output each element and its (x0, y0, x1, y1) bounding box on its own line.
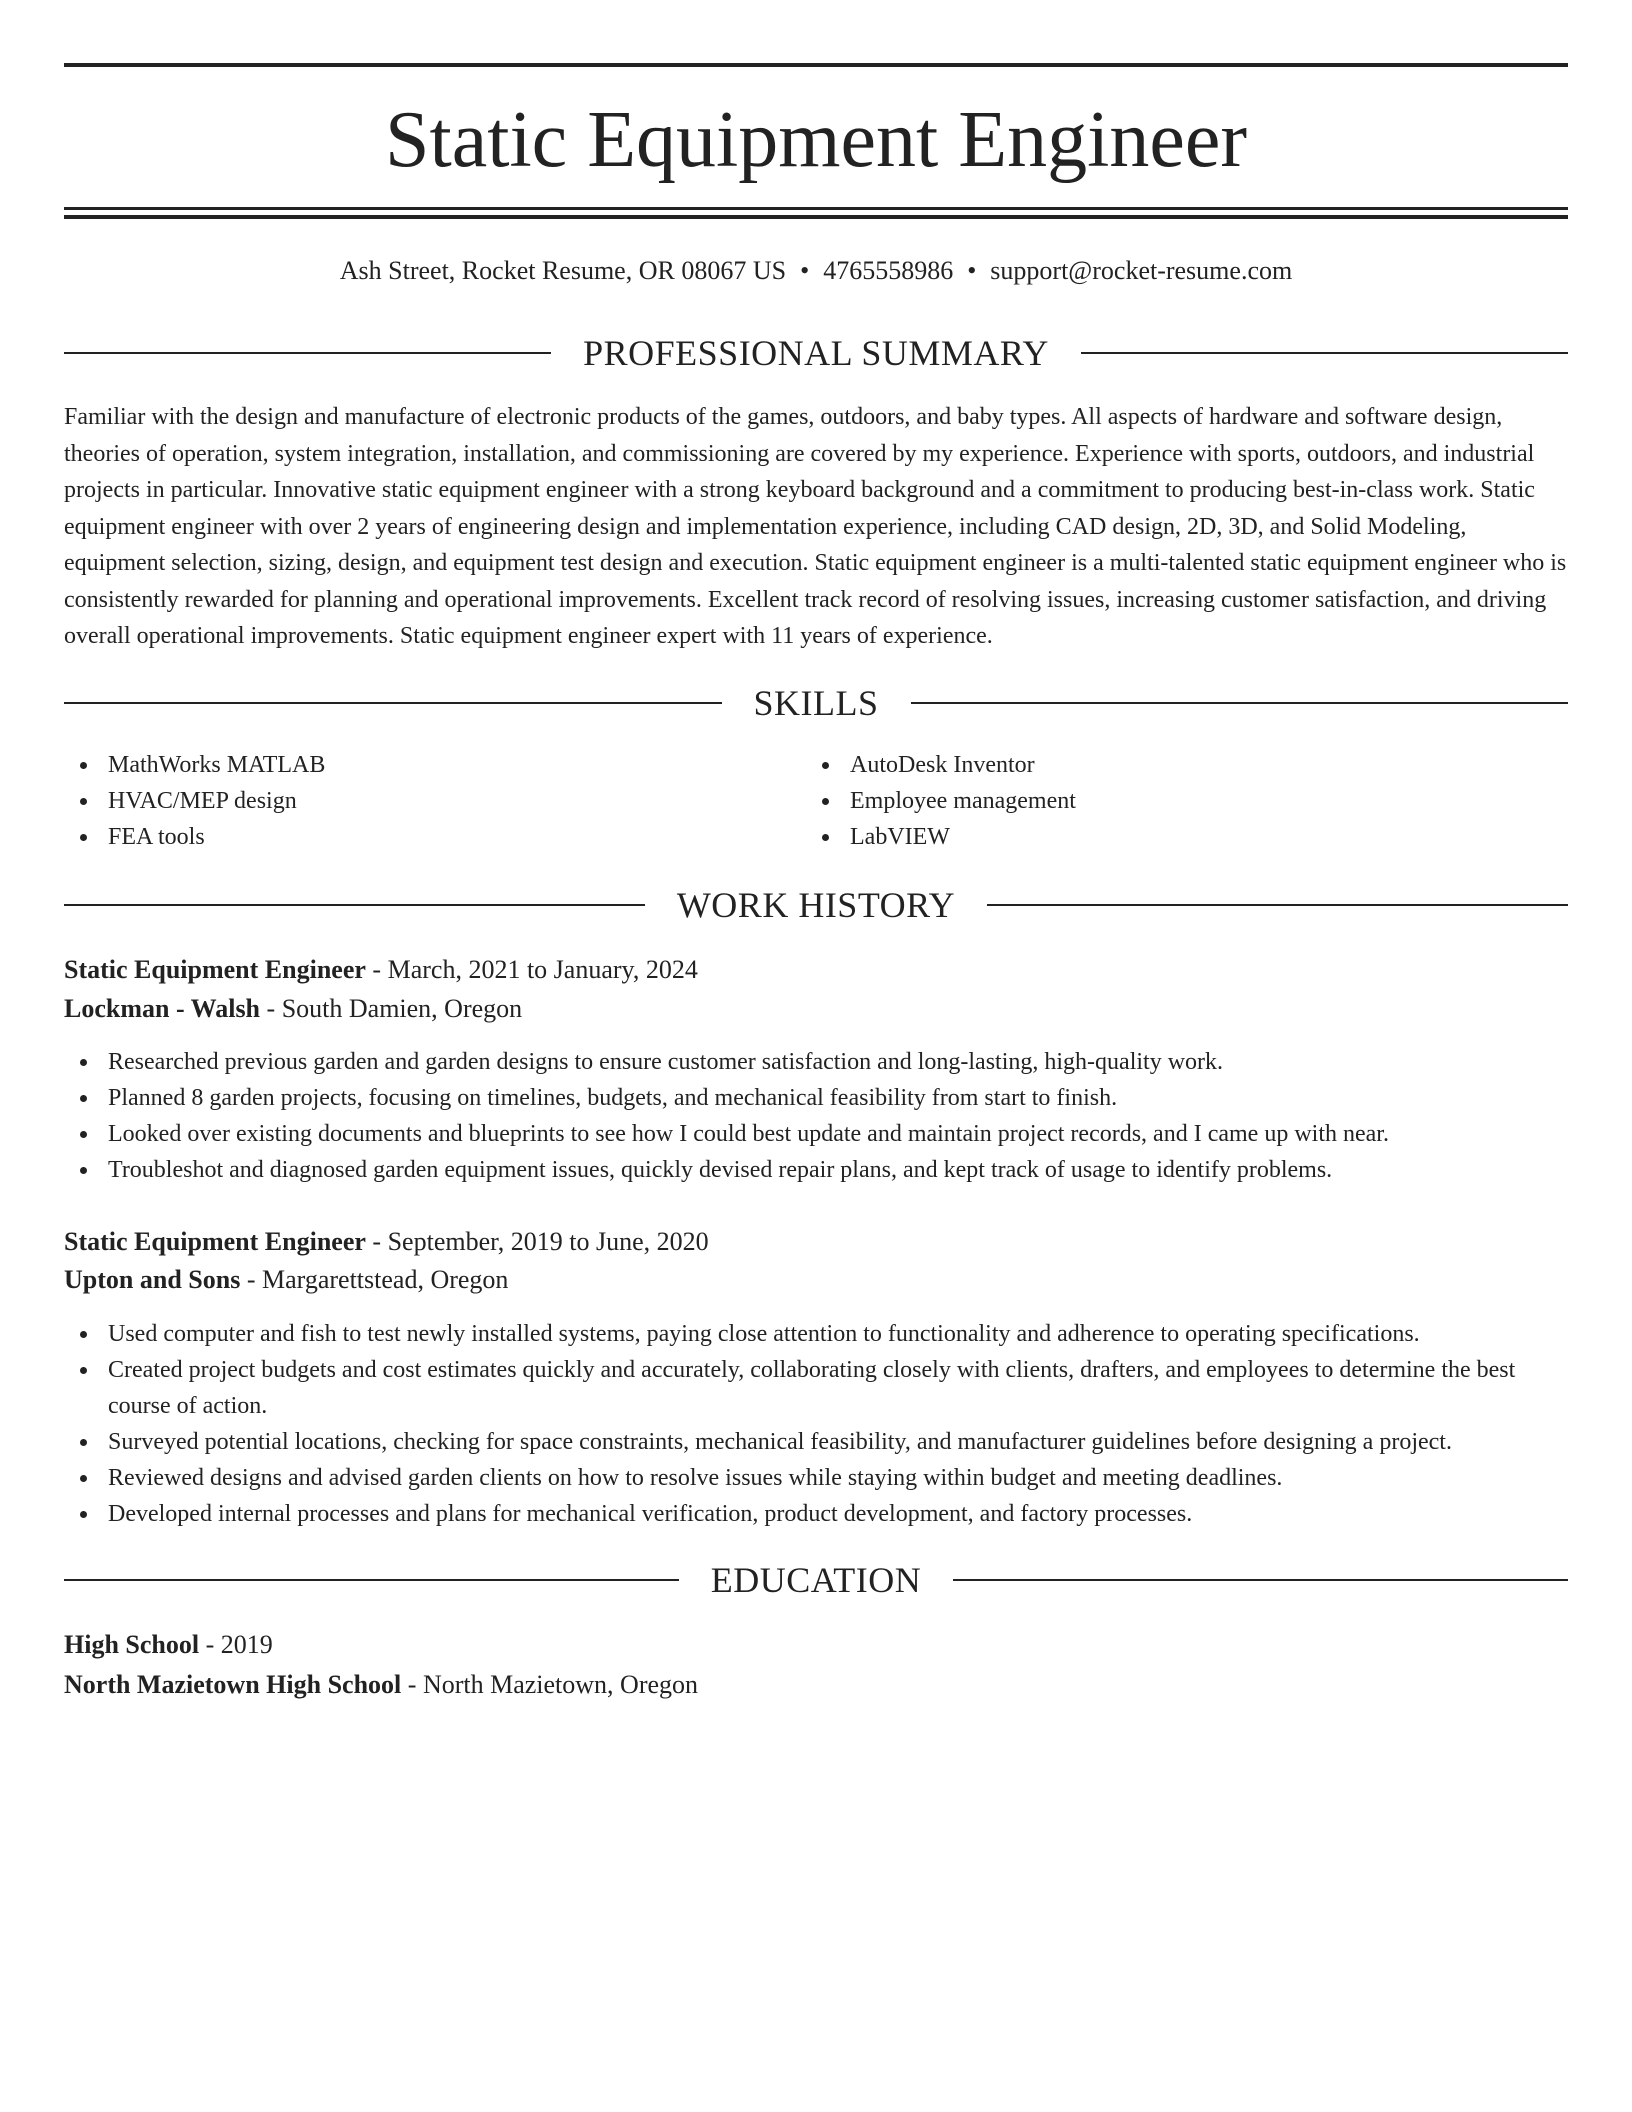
skill-item: AutoDesk Inventor (806, 747, 1548, 783)
education-degree-line: High School - 2019 (64, 1630, 273, 1659)
contact-phone: 4765558986 (823, 256, 954, 285)
job-title-line: Static Equipment Engineer - September, 2019 to June, 2020 (64, 1227, 709, 1256)
contact-line (64, 254, 1568, 288)
job-company-line: Lockman - Walsh - South Damien, Oregon (64, 994, 523, 1023)
duty-item: Troubleshot and diagnosed garden equipment issues, quickly devised repair plans, and kept track of usage to identify problems. (64, 1152, 1524, 1188)
job-title-line: Static Equipment Engineer - March, 2021 to January, 2024 (64, 955, 698, 984)
duty-item: Researched previous garden and garden designs to ensure customer satisfaction and long-lasting, high-quality work. (64, 1044, 1524, 1080)
summary-text: Familiar with the design and manufacture of electronic products of the games, outdoors, and baby types. All aspects of hardware and software design, theories of operation, system integration, installation, and commissioning are covered by my experience. Experience with sports, outdoors, and industrial projects in particular. Innovative static equipment engineer with a strong keyboard background and a commitment to producing best-in-class work. Static equipment engineer with over 2 years of engineering design and implementation experience, including CAD design, 2D, 3D, and Solid Modeling, equipment selection, sizing, design, and equipment test design and execution. Static equipment engineer is a multi-talented static equipment engineer who is consistently rewarded for planning and operational improvements. Excellent track record of resolving issues, increasing customer satisfaction, and driving overall operational improvements. Static equipment engineer expert with 11 years of experience. (64, 404, 1567, 649)
education-section-heading (64, 1558, 1568, 1602)
skills-heading-label: SKILLS (753, 683, 879, 723)
heading-rule-right (911, 702, 1569, 704)
skill-item: Employee management (806, 783, 1548, 819)
job-location: South Damien, Oregon (281, 994, 523, 1023)
header-bottom-rule-thick (64, 215, 1568, 219)
skills-list (64, 747, 1568, 855)
heading-rule-right (987, 904, 1568, 906)
skills-section-heading (64, 681, 1568, 725)
education-school: North Mazietown High School (64, 1670, 402, 1699)
job-duties-list (64, 1316, 1524, 1532)
duty-item: Looked over existing documents and blueprints to see how I could best update and maintain project records, and I came up with near. (64, 1116, 1524, 1152)
header-bottom-rule-thin (64, 207, 1568, 210)
work-section-heading (64, 883, 1568, 927)
heading-rule-right (1081, 352, 1568, 354)
work-heading-label: WORK HISTORY (676, 885, 956, 925)
skill-item: FEA tools (64, 819, 806, 855)
education-location: North Mazietown, Oregon (422, 1670, 699, 1699)
job-company-line: Upton and Sons - Margarettstead, Oregon (64, 1265, 509, 1294)
contact-separator: • (967, 256, 977, 285)
skills-column-right (806, 747, 1548, 855)
heading-rule-left (64, 702, 722, 704)
skill-item: MathWorks MATLAB (64, 747, 806, 783)
heading-rule-right (953, 1579, 1568, 1581)
job-company: Lockman - Walsh (64, 994, 261, 1023)
duty-item: Created project budgets and cost estimates quickly and accurately, collaborating closely with clients, drafters, and employees to determine the best course of action. (64, 1352, 1524, 1424)
job-company: Upton and Sons (64, 1265, 241, 1294)
resume-title: Static Equipment Engineer (385, 96, 1247, 184)
contact-address: Ash Street, Rocket Resume, OR 08067 US (339, 256, 787, 285)
education-school-line: North Mazietown High School - North Mazietown, Oregon (64, 1670, 699, 1699)
job-title: Static Equipment Engineer (64, 955, 366, 984)
education-heading-label: EDUCATION (710, 1560, 922, 1600)
skills-column-left (64, 747, 806, 855)
contact-email: support@rocket-resume.com (990, 256, 1293, 285)
duty-item: Used computer and fish to test newly installed systems, paying close attention to functionality and adherence to operating specifications. (64, 1316, 1524, 1352)
duty-item: Planned 8 garden projects, focusing on timelines, budgets, and mechanical feasibility from start to finish. (64, 1080, 1524, 1116)
heading-rule-left (64, 352, 551, 354)
header-top-rule (64, 63, 1568, 67)
skill-item: HVAC/MEP design (64, 783, 806, 819)
job-duties-list (64, 1044, 1524, 1188)
duty-item: Surveyed potential locations, checking for space constraints, mechanical feasibility, and manufacturer guidelines before designing a project. (64, 1424, 1524, 1460)
job-dates: March, 2021 to January, 2024 (387, 955, 698, 984)
skill-item: LabVIEW (806, 819, 1548, 855)
summary-heading-label: PROFESSIONAL SUMMARY (583, 333, 1049, 373)
duty-item: Developed internal processes and plans for mechanical verification, product development, and factory processes. (64, 1496, 1524, 1532)
job-dates: September, 2019 to June, 2020 (387, 1227, 709, 1256)
contact-separator: • (800, 256, 810, 285)
duty-item: Reviewed designs and advised garden clients on how to resolve issues while staying within budget and meeting deadlines. (64, 1460, 1524, 1496)
education-degree: High School (64, 1630, 200, 1659)
summary-section-heading (64, 331, 1568, 375)
heading-rule-left (64, 904, 645, 906)
job-title: Static Equipment Engineer (64, 1227, 366, 1256)
job-location: Margarettstead, Oregon (261, 1265, 509, 1294)
heading-rule-left (64, 1579, 679, 1581)
education-year: 2019 (220, 1630, 273, 1659)
